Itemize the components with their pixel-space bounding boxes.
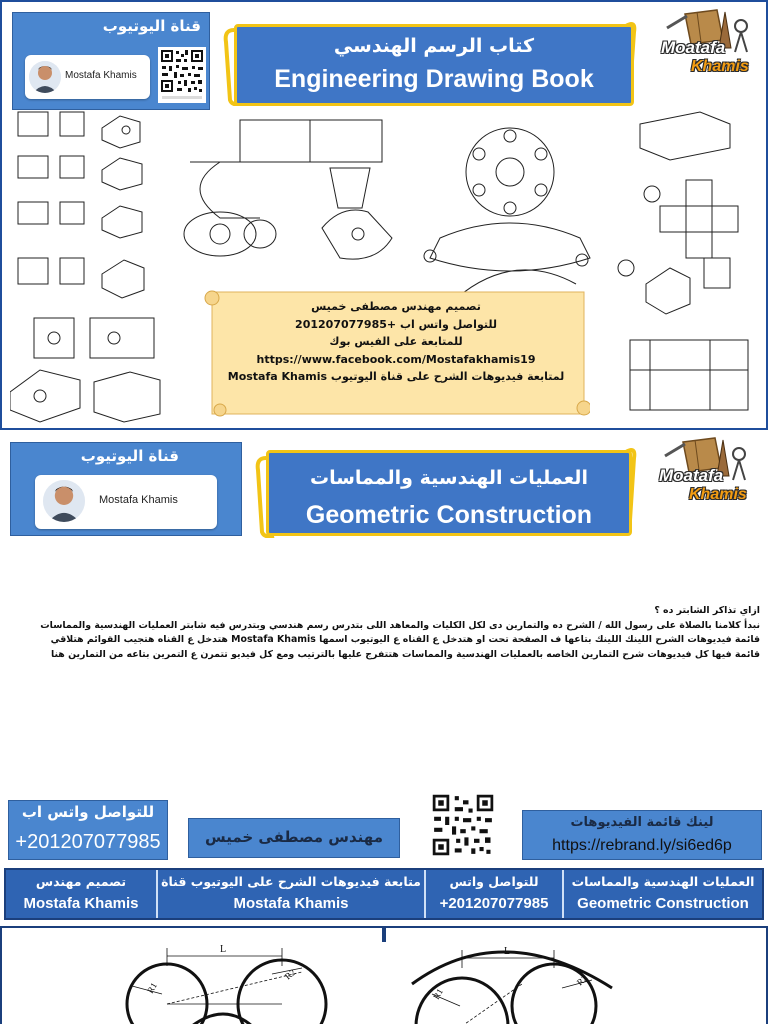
qr-code-icon[interactable] <box>158 47 206 103</box>
contact-line-youtube: لمتابعة فيديوهات الشرح على قناة اليوتيوب Mostafa Khamis <box>227 370 565 383</box>
channel-name: Mostafa Khamis <box>65 70 137 81</box>
whatsapp-number: +201207077985 <box>15 831 161 853</box>
designer-contact-note <box>202 286 590 422</box>
playlist-label: لينك قائمة الفيديوهات <box>570 815 714 830</box>
playlist-link-box[interactable] <box>522 810 762 860</box>
brand-logo <box>657 8 757 86</box>
projection-views-icon <box>618 112 748 410</box>
flange-drawing-icon <box>424 128 590 304</box>
facebook-link[interactable]: https://www.facebook.com/Mostafakhamis19 <box>256 352 536 366</box>
youtube-channel-title-2: قناة اليوتيوب <box>80 447 179 465</box>
whatsapp-contact-box[interactable] <box>8 800 168 860</box>
orthographic-views-icon <box>10 112 160 422</box>
contact-line-whatsapp: للتواصل واتس اب +201207077985 <box>295 317 497 331</box>
whatsapp-label: للتواصل واتس اب <box>21 803 155 821</box>
logo-text-first: Moatafa <box>661 38 726 57</box>
radius-label-r2-right: R2 <box>574 973 590 988</box>
channel-badge-2[interactable] <box>35 475 217 529</box>
channel-badge[interactable] <box>25 55 150 99</box>
book-title-box <box>234 24 634 106</box>
chapter-title-banner <box>254 446 638 538</box>
radius-label-r1-right: R1 <box>431 986 445 1001</box>
intro-line: نبدأ كلامنا بالصلاة على رسول الله / الشرح ده والتمارين دى لكل الكليات والمعاهد اللى بتدرس رسم هندسي وبتدرس فيه شابتر العمليات الهندسية والمماسات <box>40 619 760 631</box>
radius-label-r1: R1 <box>145 980 159 995</box>
tangent-arcs-drawing-panel <box>0 926 768 1024</box>
strip-designer-name: Mostafa Khamis <box>23 895 139 912</box>
contact-line-designer: تصميم مهندس مصطفى خميس <box>311 300 481 313</box>
strip-topic-english: Geometric Construction <box>577 895 749 912</box>
strip-cell-topic <box>564 870 762 918</box>
channel-name-2: Mostafa Khamis <box>99 494 178 506</box>
youtube-channel-card-2[interactable] <box>10 442 242 536</box>
contact-line-facebook-label: للمتابعة على الفيس بوك <box>329 335 463 348</box>
dimension-label-left: L <box>220 944 227 955</box>
chapter-title-box <box>266 450 632 536</box>
logo-text-second: Khamis <box>689 486 747 503</box>
strip-contact-label: للتواصل واتس <box>449 874 539 889</box>
strip-follow-label: متابعة فيديوهات الشرح على اليوتيوب قناة <box>161 874 421 889</box>
avatar <box>29 61 61 93</box>
youtube-channel-card[interactable] <box>12 12 210 110</box>
intro-question: ازاي تذاكر الشابتر ده ؟ <box>654 605 760 616</box>
chapter-title-arabic: العمليات الهندسية والمماسات <box>310 467 588 489</box>
logo-text-second: Khamis <box>691 58 749 75</box>
avatar-person-icon <box>29 61 61 93</box>
chapter-title-english: Geometric Construction <box>305 501 593 529</box>
book-title-arabic: كتاب الرسم الهندسي <box>333 35 535 57</box>
strip-topic-arabic: العمليات الهندسية والمماسات <box>571 874 755 889</box>
isometric-part-icon <box>184 120 392 259</box>
chapter-header <box>0 432 768 560</box>
strip-contact-number: +201207077985 <box>439 895 549 912</box>
strip-designer-label: تصميم مهندس <box>35 874 127 889</box>
book-title-banner <box>220 20 640 106</box>
playlist-url[interactable]: https://rebrand.ly/si6ed6p <box>552 837 732 854</box>
chapter-intro-text <box>8 604 760 662</box>
strip-cell-follow <box>158 870 426 918</box>
book-title-english: Engineering Drawing Book <box>274 65 594 93</box>
youtube-channel-title: قناة اليوتيوب <box>102 17 201 35</box>
engineer-name-box <box>188 818 400 858</box>
intro-line: قائمة فيها كل فيديوهات شرح التمارين الخاصه بالعمليات الهندسية والمماسات هتتفرج عليها بالترتيب ومع كل فيديو تتمرن ع التمرين بتاعه من التمارين هنا <box>50 648 760 660</box>
book-cover-panel <box>0 0 768 430</box>
dimension-label-right: L <box>504 946 511 957</box>
strip-cell-designer <box>6 870 158 918</box>
brand-logo-2 <box>655 436 755 514</box>
footer-info-strip <box>4 868 764 920</box>
avatar <box>43 480 85 522</box>
intro-line: قائمة فيديوهات الشرح اللينك اللينك بتاعها ف الصفحة تحت او هتدخل ع القناه ع اليوتيوب اسمها Mostafa Khamis هتدخل ع القناه هتجيب القوائم هتلاقي <box>50 634 760 645</box>
qr-code-icon[interactable] <box>430 792 496 858</box>
tangent-arc-diagrams <box>2 928 768 1024</box>
avatar-person-icon <box>43 480 85 522</box>
engineer-name: مهندس مصطفى خميس <box>205 828 383 846</box>
strip-cell-contact <box>426 870 564 918</box>
strip-follow-name: Mostafa Khamis <box>233 895 349 912</box>
contact-lines <box>216 298 576 386</box>
logo-text-first: Moatafa <box>659 466 724 485</box>
radius-label-r2: R2 <box>282 967 298 982</box>
